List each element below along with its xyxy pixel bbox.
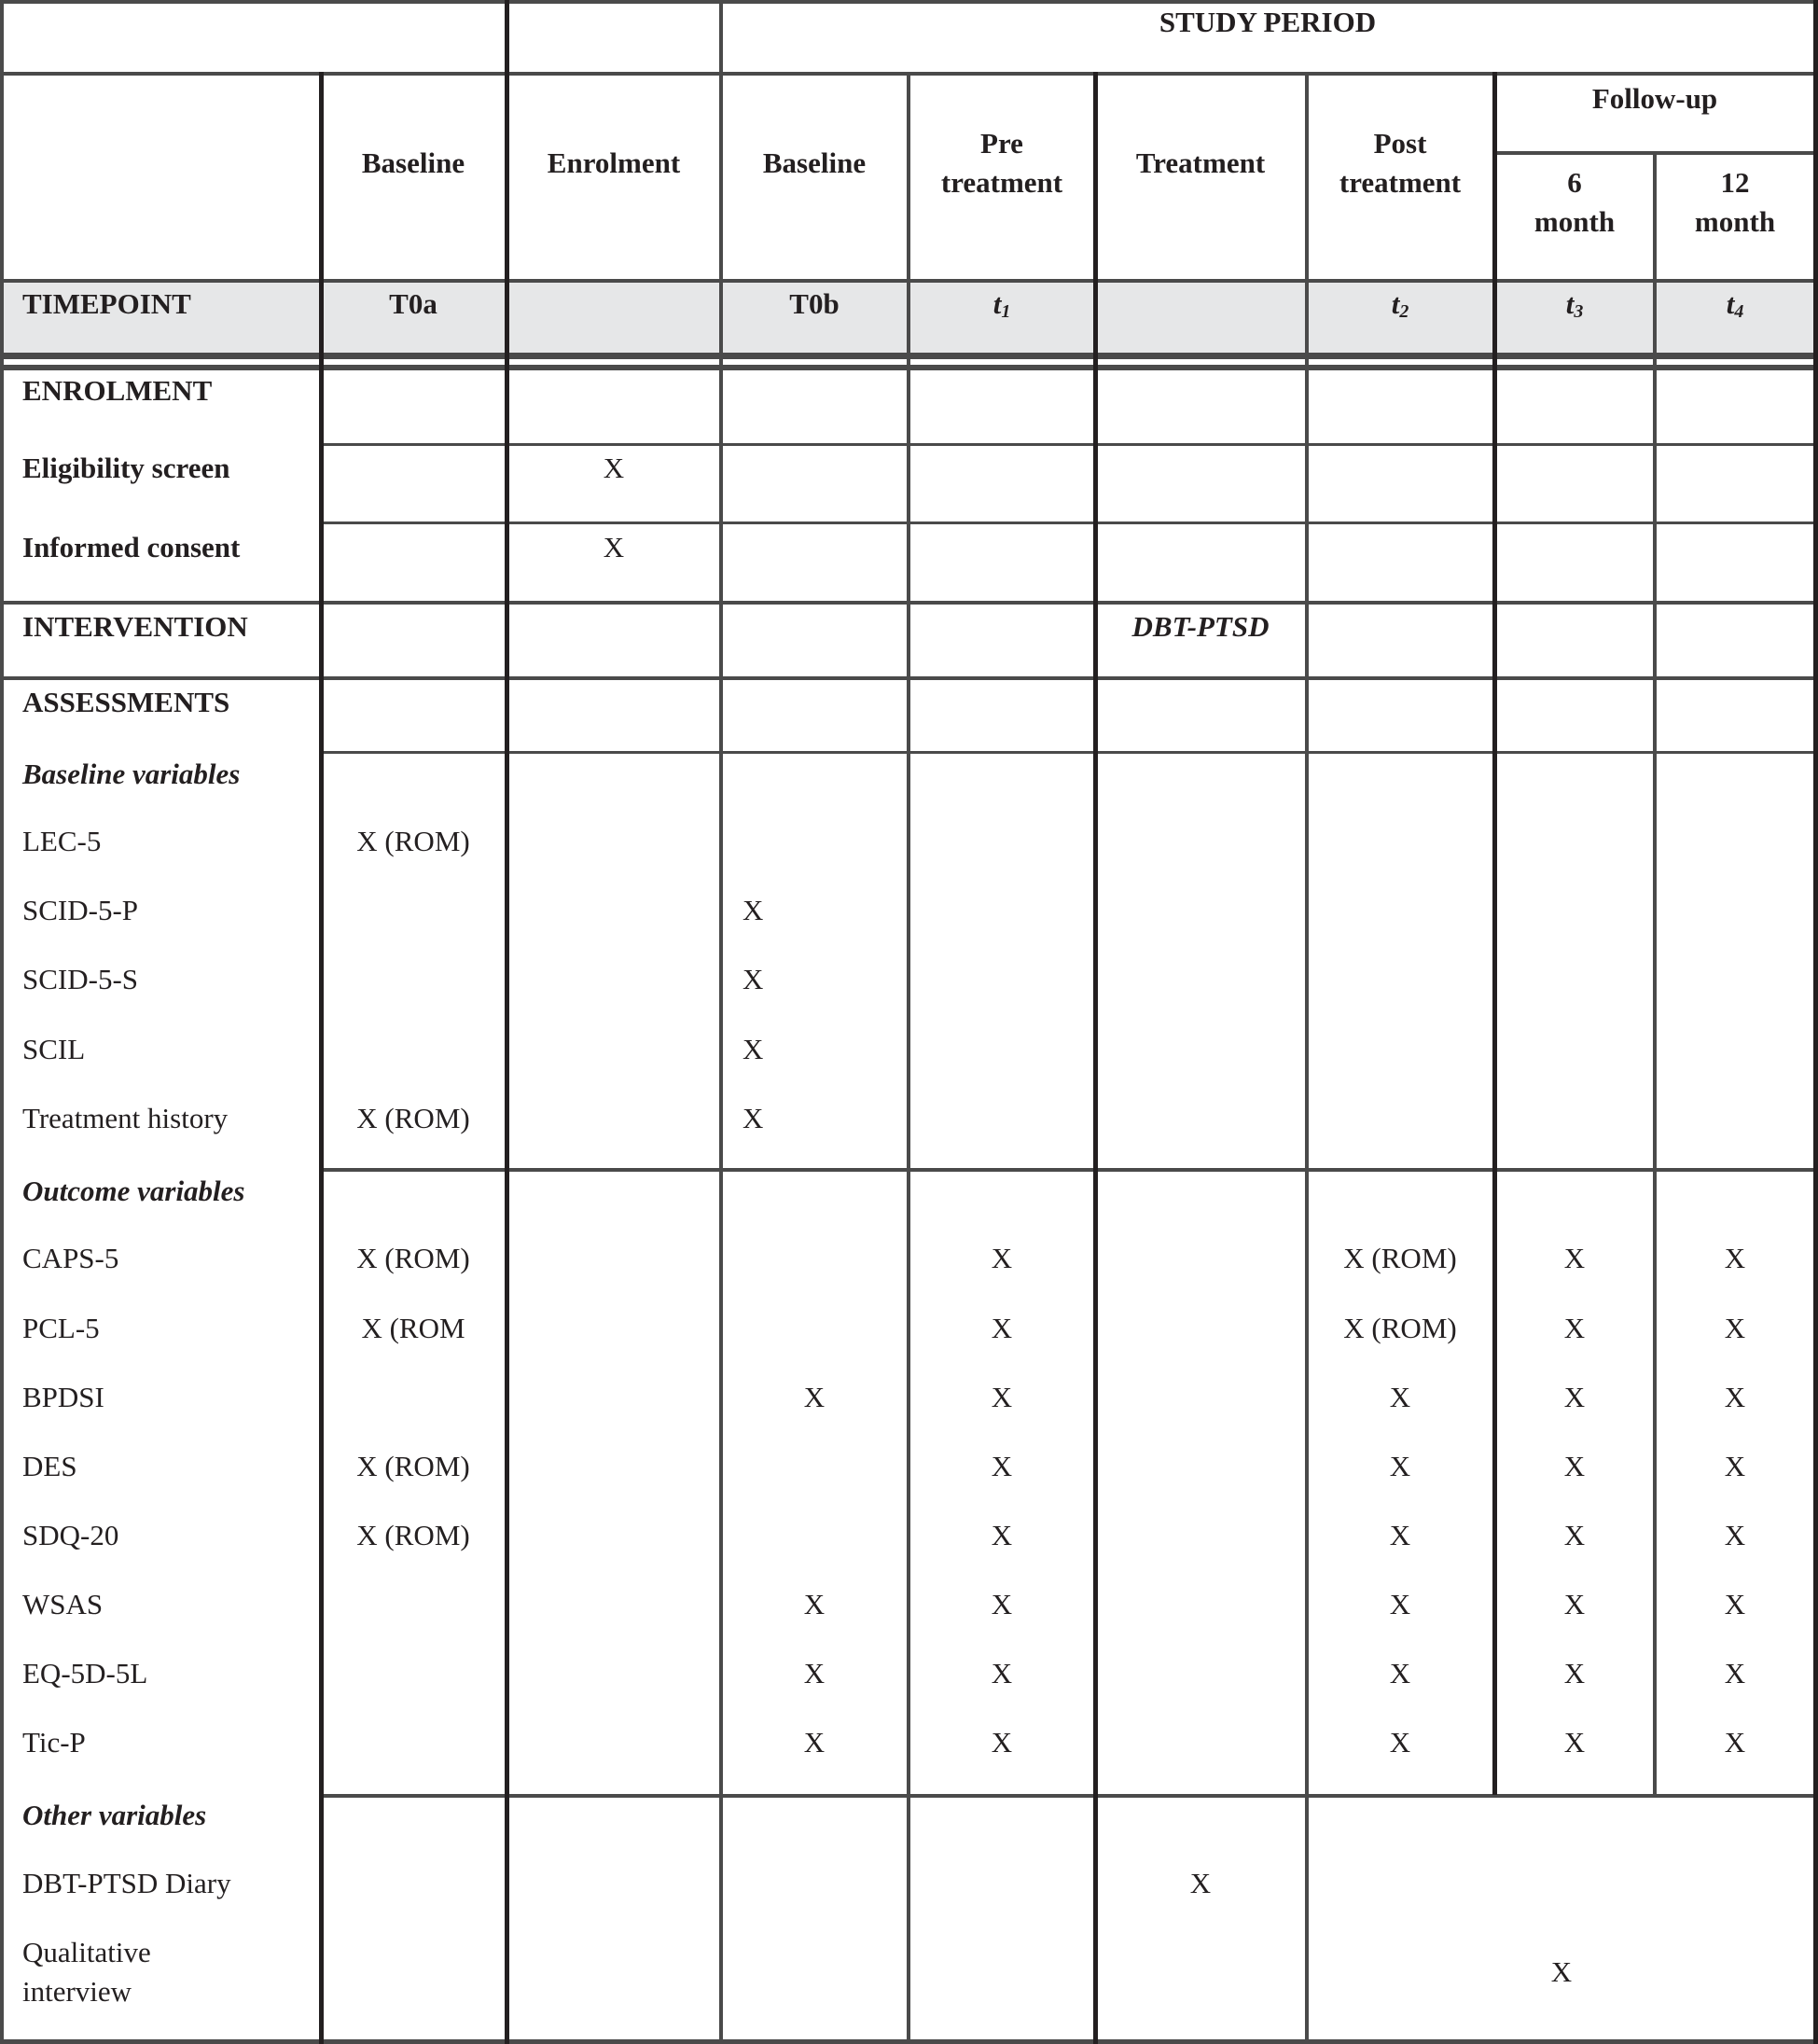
table-cell: X [803, 1657, 826, 1689]
timepoint-main: t [1565, 287, 1575, 320]
table-cell: X [803, 1726, 826, 1759]
table-cell: X [1563, 1242, 1586, 1274]
table-cell: X [1563, 1519, 1586, 1551]
column-header-post-treatment: Post treatment [1339, 127, 1462, 199]
table-cell: X [742, 1033, 764, 1065]
table-cell: X [1189, 1867, 1212, 1899]
table-cell: X [1724, 1381, 1746, 1413]
row-label: SCIL [22, 1033, 86, 1065]
timepoint-subscript: 3 [1574, 301, 1584, 322]
table-cell: X [803, 1381, 826, 1413]
horizontal-rule [321, 751, 1818, 754]
table-cell: X [603, 452, 625, 484]
table-cell: X [1389, 1726, 1411, 1759]
row-label: SDQ-20 [22, 1519, 119, 1551]
table-cell: X (ROM) [356, 1242, 470, 1274]
vertical-rule [907, 72, 910, 2044]
table-cell: X [991, 1657, 1013, 1689]
column-header-baseline: Baseline [361, 146, 465, 179]
timepoint-label: TIMEPOINT [22, 287, 191, 320]
table-cell: X (ROM) [1343, 1312, 1457, 1344]
follow-up-heading: Follow-up [1591, 82, 1718, 115]
table-cell: X [1563, 1588, 1586, 1620]
row-label: PCL-5 [22, 1312, 100, 1344]
timepoint-cell [1566, 285, 1584, 331]
row-label: Eligibility screen [22, 452, 230, 484]
group-label-outcome-variables: Outcome variables [22, 1175, 245, 1207]
vertical-rule [1653, 151, 1657, 1795]
section-label-intervention: INTERVENTION [22, 610, 248, 643]
table-cell: X [803, 1588, 826, 1620]
merged-followup-cell: X [1550, 1955, 1573, 1988]
row-label: SCID-5-S [22, 963, 139, 995]
horizontal-rule [321, 1168, 1818, 1172]
table-cell: X [1724, 1657, 1746, 1689]
timepoint-cell [1727, 285, 1744, 331]
group-label-other-variables: Other variables [22, 1799, 207, 1831]
table-cell: X [1724, 1242, 1746, 1274]
row-label: CAPS-5 [22, 1242, 119, 1274]
timepoint-main: t [992, 287, 1002, 320]
table-cell: X [991, 1588, 1013, 1620]
row-label: DES [22, 1450, 77, 1482]
horizontal-rule [0, 0, 1818, 4]
vertical-rule [1305, 72, 1309, 2044]
row-label: Qualitative interview [22, 1936, 151, 2008]
row-label: WSAS [22, 1588, 104, 1620]
table-cell: X (ROM) [356, 1519, 470, 1551]
table-cell: X [991, 1312, 1013, 1344]
vertical-rule [0, 0, 4, 2044]
table-cell: X [1389, 1519, 1411, 1551]
column-header-baseline: Baseline [762, 146, 867, 179]
row-label: EQ-5D-5L [22, 1657, 148, 1689]
table-cell: X [1724, 1726, 1746, 1759]
row-label: DBT-PTSD Diary [22, 1867, 231, 1899]
section-label-enrolment: ENROLMENT [22, 374, 213, 407]
table-cell: X (ROM) [356, 1102, 470, 1134]
table-cell: X (ROM) [356, 825, 470, 857]
table-cell: X [1724, 1312, 1746, 1344]
timepoint-main: t [1726, 287, 1735, 320]
timepoint-cell: T0b [789, 287, 840, 320]
table-cell: X [1389, 1381, 1411, 1413]
row-label: SCID-5-P [22, 894, 139, 926]
vertical-rule [1813, 0, 1818, 2044]
table-cell: X [1563, 1450, 1586, 1482]
table-cell: X [1724, 1519, 1746, 1551]
horizontal-rule [321, 443, 1818, 446]
column-header-pre-treatment: Pre treatment [940, 127, 1063, 199]
section-label-assessments: ASSESSMENTS [22, 686, 230, 718]
timepoint-cell: T0a [389, 287, 437, 320]
table-cell: X [1389, 1588, 1411, 1620]
table-cell: X [742, 894, 764, 926]
timepoint-subscript: 2 [1399, 301, 1409, 322]
table-cell: X [991, 1381, 1013, 1413]
table-cell: X [991, 1519, 1013, 1551]
table-cell: X [1724, 1588, 1746, 1620]
table-cell: X (ROM) [356, 1450, 470, 1482]
group-label-baseline-variables: Baseline variables [22, 758, 241, 790]
intervention-cell: DBT-PTSD [1131, 610, 1270, 643]
horizontal-rule [321, 1794, 1818, 1798]
vertical-rule [505, 0, 509, 2044]
follow-up-column-6-month: 6 month [1534, 166, 1616, 238]
vertical-rule [319, 72, 324, 2044]
table-cell: X [1724, 1450, 1746, 1482]
row-label: Treatment history [22, 1102, 229, 1134]
timepoint-main: t [1391, 287, 1400, 320]
study-period-heading: STUDY PERIOD [1159, 6, 1377, 38]
table-cell: X [742, 1102, 764, 1134]
horizontal-rule [321, 521, 1818, 524]
timepoint-cell [1392, 285, 1409, 331]
table-cell: X [1563, 1381, 1586, 1413]
table-cell: X [1389, 1450, 1411, 1482]
table-cell: X (ROM) [1343, 1242, 1457, 1274]
row-label: Informed consent [22, 531, 241, 563]
table-cell: X [991, 1242, 1013, 1274]
table-cell: X [991, 1726, 1013, 1759]
row-label: LEC-5 [22, 825, 102, 857]
row-label: BPDSI [22, 1381, 104, 1413]
timepoint-cell [993, 285, 1011, 331]
vertical-rule [719, 0, 723, 2044]
row-label: Tic-P [22, 1726, 86, 1759]
vertical-rule [1093, 72, 1098, 2044]
table-cell: X [991, 1450, 1013, 1482]
timepoint-subscript: 1 [1001, 301, 1011, 322]
table-cell: X (ROM [361, 1312, 465, 1344]
timepoint-subscript: 4 [1734, 301, 1744, 322]
table-cell: X [1563, 1657, 1586, 1689]
follow-up-column-12-month: 12 month [1694, 166, 1776, 238]
table-cell: X [603, 531, 625, 563]
column-header-enrolment: Enrolment [547, 146, 681, 179]
table-cell: X [742, 963, 764, 995]
table-cell: X [1563, 1726, 1586, 1759]
table-cell: X [1563, 1312, 1586, 1344]
vertical-rule [1492, 72, 1497, 1795]
column-header-treatment: Treatment [1135, 146, 1266, 179]
table-cell: X [1389, 1657, 1411, 1689]
